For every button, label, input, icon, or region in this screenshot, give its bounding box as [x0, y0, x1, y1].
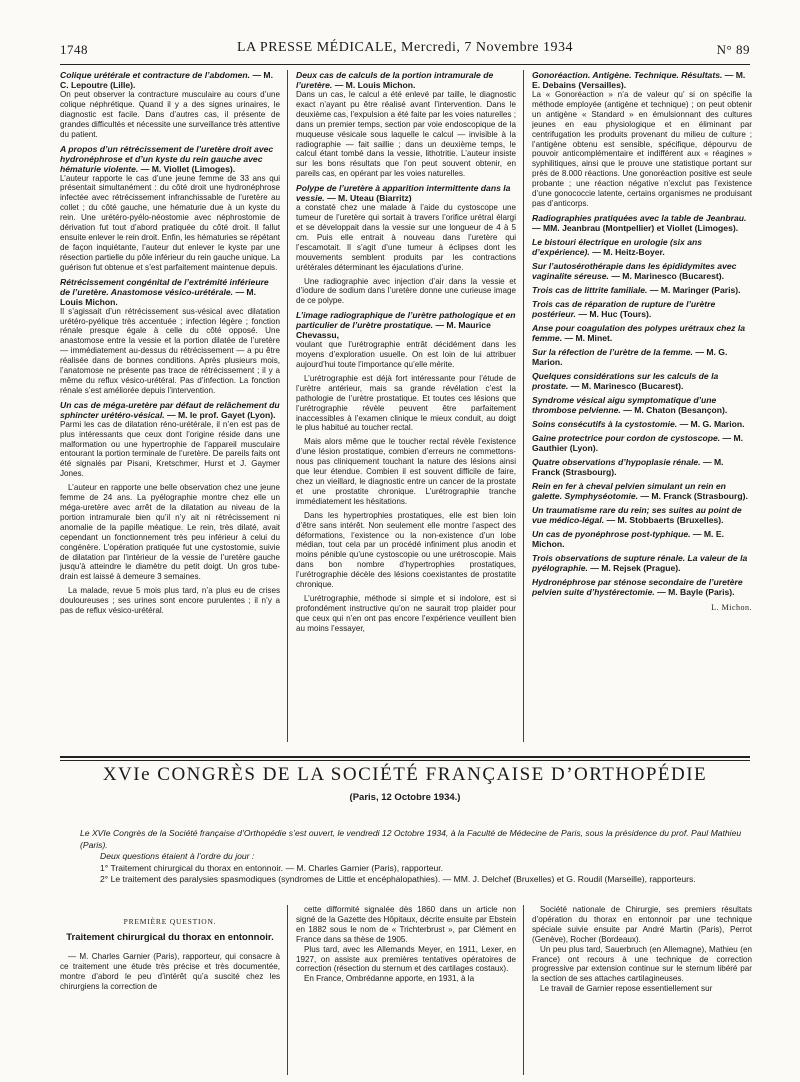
masthead-title: LA PRESSE MÉDICALE, Mercredi, 7 Novembre 1934: [237, 40, 573, 55]
abstract-author: — M. G. Marion.: [532, 346, 728, 367]
abstract-author: — M. Minet.: [564, 332, 613, 343]
abstract-body: Mais alors même que le toucher rectal révèle l’existence d’une lésion prostatique, combien d’erreurs ne commettons-nous pas cliniquement touchant la nature des lésions ainsi que leur étendue. Combien il est souvent difficile de faire, chez un vieillard, le diagnostic entre un cancer de la prostate et une prostatite chronique. L’urétrographie tranche immédiatement les hésitations.: [296, 437, 516, 506]
abstract-author: — M. E. Michon.: [532, 528, 724, 549]
bottom-column-1: [60, 905, 280, 1075]
abstract-item: [532, 395, 752, 415]
abstract-author: — M. Franck (Strasbourg).: [532, 456, 724, 477]
abstract-heading: [532, 371, 752, 391]
abstract-body: L’auteur en rapporte une belle observation chez une jeune femme de 24 ans. La pyélographie montre chez elle un méga-uretère avec arrêt de la dilatation au niveau de la portion intramurale bien qu’il n’y ait ni rétrécissement ni anomalie de la papille méatique. Le rein, très dilaté, avait cependant un fonctionnement très peu inférieur à celui du congénère. L’opération pratiquée fut une cystostomie, suivie de dilatation par l’intérieur de la vessie de l’uretère gauche jusqu’à atteindre le diamètre du petit doigt. Un gros tube-drain est laissé à demeure 3 semaines.: [60, 483, 280, 582]
abstract-heading: [532, 213, 752, 233]
paragraph: cette difformité signalée dès 1860 dans un article non signé de la Gazette des Hôpitaux, décrite ensuite par Ebstein en 1882 sous le nom de « Trichterbrust », par Clément en France dans sa thèse de 1905.: [296, 905, 516, 944]
abstract-body: L’urétrographie, méthode si simple et si indolore, est si profondément instructive qu’on ne saurait trop plaider pour que ceux qui n’en ont pas encore l’expérience veuillent bien au moins l’essayer,: [296, 593, 516, 633]
abstract-author: — M. Bayle (Paris).: [657, 586, 735, 597]
abstract-item: [532, 505, 752, 525]
abstract-body: Parmi les cas de dilatation réno-urétérale, il n’en est pas de plus intéressants que ceux dont l’origine réside dans une malformation ou une hypertrophie de l’appareil musculaire entourant la portion terminale de l’uretère. De pareils faits ont été signalés par Pisani, Kretschmer, Hurst et J. Gaymer Jones.: [60, 419, 280, 479]
abstract-heading: [532, 261, 752, 281]
abstract-item: [60, 70, 280, 140]
abstract-title: Rein en fer à cheval pelvien simulant un rein en galette. Symphyséotomie.: [532, 480, 726, 501]
abstract-author: — M. Marinesco (Bucarest).: [570, 380, 684, 391]
abstract-heading: [296, 183, 516, 203]
abstract-body: La « Gonoréaction » n’a de valeur qu’ si on spécifie la méthode employée (antigène et technique) ; on peut obtenir un antigène « Standard » en émulsionnant des cultures jeunes en eau physiologique et en éliminant par centrifugation les produits provenant du milieu de culture ; l’antigène obtenu est sensible, spécifique, dépourvu de pouvoir anticomplémentaire et indifférent aux « réagines » syphilitiques, ainsi que le prouve une statistique portant sur près de 8.000 réactions. Une gonoréaction positive est seule probante ; une réaction négative n’exclut pas l’existence d’une gonococcie latente, certains organismes ne produisant pas d’anticorps.: [532, 90, 752, 208]
abstract-heading: [60, 277, 280, 307]
paragraph: Le travail de Garnier repose essentiellement sur: [540, 984, 713, 994]
abstract-body: L’auteur rapporte le cas d’une jeune femme de 33 ans qui présentait simultanément : du côté droit une hydronéphrose infectée avec rétrécissement infranchissable de l’uretère au collet ; du côté gauche, une hématurie due à un kyste du rein. Une urétéro-pyélo-néostomie avec néphrostomie de dérivation fut tout d’abord pratiquée du côté droit. Il fallut ensuite enlever le rein droit. Enfin, les hématuries se répétant de façon inquiétante, l’auteur dut enlever le kyste par une résection partielle du pôle inférieur du rein gauche unique. La guérison fut obtenue et s’est parfaitement maintenue depuis.: [60, 173, 280, 272]
abstract-author: — M. Maringer (Paris).: [649, 284, 741, 295]
section-rule: [60, 756, 750, 758]
congres-subtitle: (Paris, 12 Octobre 1934.): [349, 792, 461, 803]
abstract-author: — M. E. Debains (Versailles).: [532, 70, 746, 90]
abstract-author: — M. Marinesco (Bucarest).: [611, 270, 725, 281]
paragraph: — M. Charles Garnier (Paris), rapporteur, qui consacre à ce traitement une étude très précise et très documentée, montre d’abord le peu d’intérêt qu’a suscité chez les chirurgiens la correction de: [60, 952, 280, 991]
intro-paragraph: Le XVIe Congrès de la Société française d’Orthopédie s’est ouvert, le vendredi 12 Octobre 1934, à la Faculté de Médecine de Paris, sous la présidence du prof. Paul Mathieu (Paris).: [80, 828, 742, 850]
abstract-heading: [296, 70, 516, 90]
abstract-author: — M. Uteau (Biarritz): [327, 193, 412, 204]
abstract-item: [532, 323, 752, 343]
abstract-heading: [532, 553, 752, 573]
abstract-title: L’image radiographique de l’urètre pathologique et en particulier de l’urètre prostatique.: [296, 310, 516, 331]
abstract-body: La malade, revue 5 mois plus tard, n’a plus eu de crises douloureuses ; ses urines sont encore purulentes ; il n’y a pas de reflux vésico-urétéral.: [60, 586, 280, 616]
abstract-heading: [532, 457, 752, 477]
abstract-item: [532, 70, 752, 209]
abstract-title: Un cas de méga-uretère par défaut de relâchement du sphincter urétéro-vésical.: [60, 399, 280, 420]
abstract-title: Trois cas de réparation de rupture de l’urètre postérieur.: [532, 298, 716, 319]
question-title: Traitement chirurgical du thorax en entonnoir.: [66, 932, 274, 943]
abstract-heading: [532, 299, 752, 319]
abstract-title: Soins consécutifs à la cystostomie.: [532, 418, 678, 429]
abstract-author: — M. Heitz-Boyer.: [592, 246, 665, 257]
abstract-heading: [532, 529, 752, 549]
abstract-item: [296, 374, 516, 433]
abstract-title: Un traumatisme rare du rein; ses suites au point de vue médico-légal.: [532, 504, 742, 525]
intro-paragraph: Deux questions étaient à l’ordre du jour :: [100, 851, 255, 861]
abstract-heading: [60, 144, 280, 174]
abstract-heading: [532, 237, 752, 257]
abstract-item: [296, 277, 516, 307]
question-label: PREMIÈRE QUESTION.: [123, 917, 217, 926]
abstract-item: [60, 277, 280, 396]
abstract-title: Trois observations de supture rénale. La valeur de la pyélographie.: [532, 552, 748, 573]
article-columns: [60, 70, 750, 750]
intro-paragraph: 2° Le traitement des paralysies spasmodiques (syndromes de Little et encéphalopathies). — MM. J. Delchef (Bruxelles) et G. Roudil (Marseille), rapporteurs.: [100, 874, 696, 884]
abstract-item: [532, 481, 752, 501]
intro-paragraph: 1° Traitement chirurgical du thorax en entonnoir. — M. Charles Garnier (Paris), rapporteur.: [100, 862, 444, 873]
abstract-title: Trois cas de littrite familiale.: [532, 284, 648, 295]
abstract-item: [60, 400, 280, 479]
abstract-author: — M. Huc (Tours).: [578, 308, 652, 319]
bottom-column-3: [532, 905, 752, 1075]
abstract-item: [532, 529, 752, 549]
abstract-heading: [532, 285, 752, 295]
congres-title: XVIe CONGRÈS DE LA SOCIÉTÉ FRANÇAISE D’ORTHOPÉDIE: [102, 764, 708, 785]
abstract-item: [532, 347, 752, 367]
abstract-item: [60, 144, 280, 273]
page-number: 1748: [60, 42, 88, 57]
abstract-title: Rétrécissement congénital de l’extrémité inférieure de l’uretère. Anastomose vésico-urétérale.: [60, 276, 269, 297]
abstract-title: Gonoréaction. Antigène. Technique. Résultats.: [532, 70, 723, 80]
column-divider: [523, 70, 524, 742]
abstract-item: [532, 433, 752, 453]
abstract-heading: [532, 395, 752, 415]
abstract-body: L’urétrographie est déjà fort intéressante pour l’étude de l’urètre antérieur, mais sa grande révélation c’est la pathologie de l’urètre prostatique. Et toutes ces lésions que l’urétrographie révèle peuvent être parfaitement inaccessibles à l’examen clinique le mieux conduit, au doigt le plus habitué au toucher rectal.: [296, 373, 516, 433]
abstract-body: Il s’agissait d’un rétrécissement sus-vésical avec dilatation urétéro-pyélique très accentuée ; infection légère ; fonction rénale presque égale à celle du côté opposé. Une anastomose entre la vessie et la portion dilatée de l’uretère — immédiatement au-dessus du rétrécissement — a pu être réalisée dans de bonnes conditions. Après plusieurs mois, l’anatomose ne présente pas trace de rétrécissement ; il y a même du reflux vésico-urétéral. Pas d’infection. La fonction rénale s’est améliorée depuis l’intervention.: [60, 306, 280, 395]
abstract-item: [60, 483, 280, 582]
abstract-body: Une radiographie avec injection d’air dans la vessie et d’iodure de sodium dans l’uretère donne une curieuse image de ce polype.: [296, 276, 516, 306]
abstract-item: [296, 70, 516, 179]
abstract-item: [532, 419, 752, 429]
abstract-item: [532, 237, 752, 257]
abstract-item: [532, 457, 752, 477]
abstract-item: [296, 594, 516, 634]
abstract-heading: [532, 481, 752, 501]
abstract-title: Gaine protectrice pour cordon de cystoscope.: [532, 432, 721, 443]
abstract-body: voulant que l’urétrographie entrât décidément dans les moyens d’exploration usuelle. On est loin de lui attribuer aujourd’hui toute l’importance qu’elle mérite.: [296, 340, 516, 370]
abstract-author: — M. C. Lepoutre (Lille).: [60, 70, 273, 90]
abstract-item: [532, 261, 752, 281]
abstract-heading: [532, 419, 752, 429]
abstract-author: — M. Stobbaerts (Bruxelles).: [606, 514, 724, 525]
abstract-title: Quatre observations d’hypoplasie rénale.: [532, 456, 701, 467]
signature: L. Michon.: [711, 602, 752, 612]
abstract-title: A propos d’un rétrécissement de l’uretère droit avec hydronéphrose et d’un kyste du rein gauche avec hématurie violente.: [60, 143, 274, 174]
abstract-author: — M. Franck (Strasbourg).: [640, 490, 748, 501]
abstract-item: [532, 371, 752, 391]
abstract-heading: [60, 400, 280, 420]
abstract-title: Syndrome vésical aigu symptomatique d’une thrombose pelvienne.: [532, 394, 717, 415]
abstract-body: Dans les hypertrophies prostatiques, elle est bien loin d’être sans intérêt. Non seulement elle montre l’aspect des déformations, l’existence ou la non-existence d’un lobe médian, tout cela par un procédé infiniment plus anodin et moins pénible qu’une cystoscopie ou une urétroscopie. Mais dans bon nombre d’hypertrophies prostatiques, l’urétrographie décèle des lésions coexistantes de prostatite chronique.: [296, 510, 516, 590]
paragraph: En France, Ombrédanne apporte, en 1931, à la: [304, 974, 475, 984]
abstract-title: Le bistouri électrique en urologie (six ans d’expérience).: [532, 236, 703, 257]
abstract-heading: [60, 70, 280, 90]
abstract-author: — MM. Jeanbrau (Montpellier) et Viollet (Limoges).: [532, 222, 739, 233]
abstract-item: [532, 213, 752, 233]
abstract-title: Radiographies pratiquées avec la table de Jeanbrau.: [532, 212, 747, 223]
abstract-author: — M. Rejsek (Prague).: [590, 562, 681, 573]
abstract-item: [532, 285, 752, 295]
abstract-author: — M. Louis Michon.: [334, 80, 416, 90]
abstract-author: — M. le prof. Gayet (Lyon).: [167, 409, 276, 420]
abstract-body: On peut observer la contracture musculaire au cours d’une colique néphrétique. Quand il y a des signes urinaires, le diagnostic est facile. Dans d’autres cas, il présente de grandes difficultés et nécessite une surveillance très attentive du patient.: [60, 90, 280, 139]
abstract-title: Quelques considérations sur les calculs de la prostate.: [532, 370, 719, 391]
column-1: [60, 70, 280, 746]
abstract-title: Sur la réfection de l’urètre de la femme.: [532, 346, 693, 357]
abstract-heading: [296, 310, 516, 340]
column-divider: [287, 70, 288, 742]
issue-number: N° 89: [716, 42, 750, 57]
column-divider: [523, 905, 524, 1075]
abstract-item: [60, 586, 280, 616]
bottom-column-2: [296, 905, 516, 1075]
abstract-item: [532, 577, 752, 597]
paragraph: Plus tard, avec les Allemands Meyer, en 1911, Lexer, en 1927, on assiste aux premières tentatives opératoires de correction (résection du sternum et des cartilages costaux).: [296, 944, 516, 974]
abstract-body: Dans un cas, le calcul a été enlevé par taille, le diagnostic exact n’ayant pu être réalisé avant l’intervention. Dans le deuxième cas, l’expulsion a été faite par les voies naturelles ; dans un premier temps, section par voie endoscopique de la muqueuse vésicale sous laquelle le calcul — invisible à la radiographie — fait saillie ; dans un deuxième temps, le calcul étant tombé dans la vessie, lithotritie. L’auteur insiste sur les bons résultats que l’on peut souvent obtenir, en pareils cas, en opérant par les voies naturelles.: [296, 90, 516, 179]
page-header: [60, 40, 750, 62]
abstract-heading: [532, 347, 752, 367]
column-3: [532, 70, 752, 746]
abstract-author: — M. Louis Michon.: [60, 286, 256, 307]
congres-columns: [60, 905, 750, 1075]
abstract-item: [296, 437, 516, 506]
abstract-item: [296, 310, 516, 370]
abstract-author: — M. G. Marion.: [679, 418, 745, 429]
congres-intro: [80, 828, 750, 886]
abstract-title: Un cas de pyonéphrose post-typhique.: [532, 528, 691, 539]
abstract-author: — M. Maurice Chevassu,: [296, 320, 491, 341]
abstract-title: Polype de l’uretère à apparition intermittente dans la vessie.: [296, 183, 511, 204]
abstract-item: [296, 511, 516, 590]
column-divider: [287, 905, 288, 1075]
paragraph: Un peu plus tard, Sauerbruch (en Allemagne), Mathieu (en France) ont recours à une technique de correction progressive par extension continue sur le sternum libéré par la section de ses attaches cartilagineuses.: [532, 944, 752, 984]
abstract-author: — M. Viollet (Limoges).: [140, 163, 236, 174]
column-2: [296, 70, 516, 746]
abstract-title: Hydronéphrose par sténose secondaire de l’uretère pelvien suite d’hystérectomie.: [532, 576, 743, 597]
abstract-title: Sur l’autosérothérapie dans les épididymites avec vaginalite séreuse.: [532, 260, 737, 281]
abstract-heading: [532, 577, 752, 597]
abstract-item: [532, 553, 752, 573]
abstract-heading: [532, 433, 752, 453]
abstract-heading: [532, 70, 752, 90]
abstract-heading: [532, 505, 752, 525]
abstract-author: — M. Gauthier (Lyon).: [532, 432, 744, 453]
header-rule: [60, 64, 750, 65]
abstract-title: Colique urétérale et contracture de l’abdomen.: [60, 70, 251, 80]
section-rule: [60, 760, 750, 761]
paragraph: Société nationale de Chirurgie, ses premiers résultats d’opération du thorax en entonnoir par une technique spéciale suivie ensuite par André Martin (Paris), Perrot (Genève), Rocher (Bordeaux).: [532, 905, 752, 944]
abstract-item: [296, 183, 516, 272]
abstract-heading: [532, 323, 752, 343]
abstract-author: — M. Chaton (Besançon).: [623, 404, 728, 415]
abstract-body: a constaté chez une malade à l’aide du cystoscope une tumeur de l’uretère qui sortait à travers l’orifice urétral élargi et se développait dans la vessie sur une longueur de 4 à 5 cm. Puis elle entrait à nouveau dans l’uretère qui l’escamotait. Il s’agit d’une tumeur à éclipses dont les mouvements semblent produits par les contractions urétérales déterminant les éjaculations d’urine.: [296, 203, 516, 272]
abstract-item: [532, 299, 752, 319]
abstract-title: Anse pour coagulation des polypes urétraux chez la femme.: [532, 322, 745, 343]
abstract-title: Deux cas de calculs de la portion intramurale de l’uretère.: [296, 70, 494, 90]
